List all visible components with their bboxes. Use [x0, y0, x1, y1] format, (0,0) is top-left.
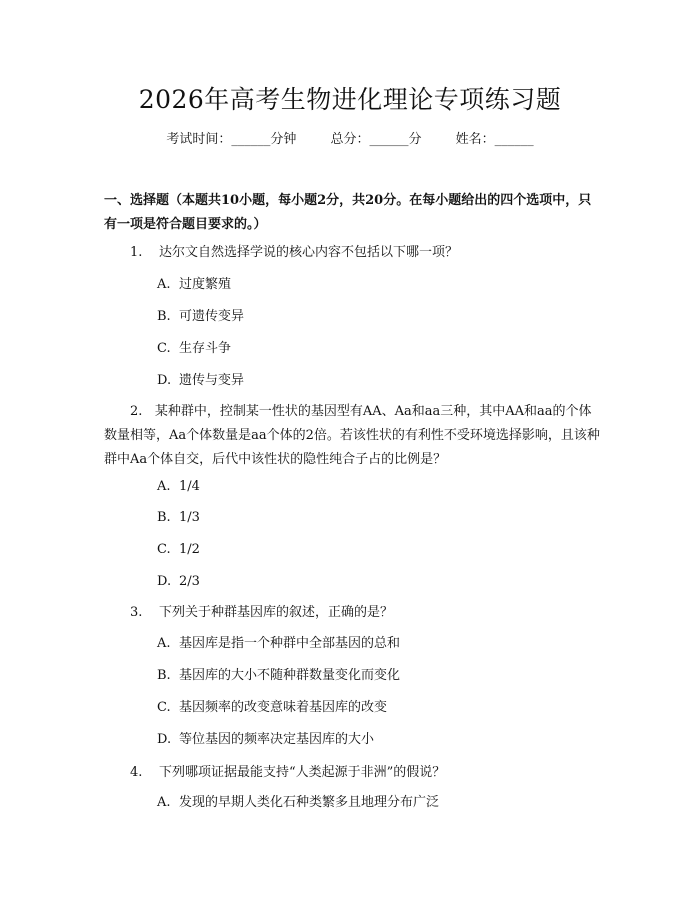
- meta-name: 姓名：______: [455, 132, 534, 147]
- question-1: 1. 达尔文自然选择学说的核心内容不包括以下哪一项？: [130, 245, 459, 260]
- meta-exam-time: 考试时间：______分钟: [166, 132, 297, 147]
- question-1-option-a: A. 过度繁殖: [157, 277, 232, 292]
- question-2-option-a: A. 1/4: [157, 479, 200, 494]
- question-3-option-b: B. 基因库的大小不随种群数量变化而变化: [157, 668, 401, 683]
- meta-total-score: 总分：______分: [330, 132, 422, 147]
- question-3-option-c: C. 基因频率的改变意味着基因库的改变: [157, 700, 388, 715]
- question-3-option-a: A. 基因库是指一个种群中全部基因的总和: [157, 636, 401, 651]
- question-3-option-d: D. 等位基因的频率决定基因库的大小: [157, 732, 375, 747]
- section-heading: 一、选择题（本题共10小题，每小题2分，共20分。在每小题给出的四个选项中，只有一项是符合题目要求的。）: [104, 193, 592, 232]
- page-title: 2026年高考生物进化理论专项练习题: [138, 85, 562, 114]
- question-2-option-d: D. 2/3: [157, 574, 200, 589]
- question-4-option-a: A. 发现的早期人类化石种类繁多且地理分布广泛: [157, 795, 440, 810]
- question-2-option-b: B. 1/3: [157, 510, 200, 525]
- question-3: 3. 下列关于种群基因库的叙述，正确的是？: [130, 605, 394, 620]
- question-2-option-c: C. 1/2: [157, 542, 200, 557]
- exam-meta: [0, 131, 700, 149]
- question-1-option-d: D. 遗传与变异: [157, 373, 245, 388]
- question-4: 4. 下列哪项证据最能支持“人类起源于非洲”的假说？: [130, 765, 446, 780]
- question-1-option-b: B. 可遗传变异: [157, 309, 245, 324]
- question-2: 2. 某种群中，控制某一性状的基因型有AA、Aa和aa三种，其中AA和aa的个体数量相等，Aa个体数量是aa个体的2倍。若该性状的有利性不受环境选择影响，且该种群中Aa个体自交，后代中该性状的隐性纯合子占的比例是？: [104, 404, 600, 467]
- question-1-option-c: C. 生存斗争: [157, 341, 232, 356]
